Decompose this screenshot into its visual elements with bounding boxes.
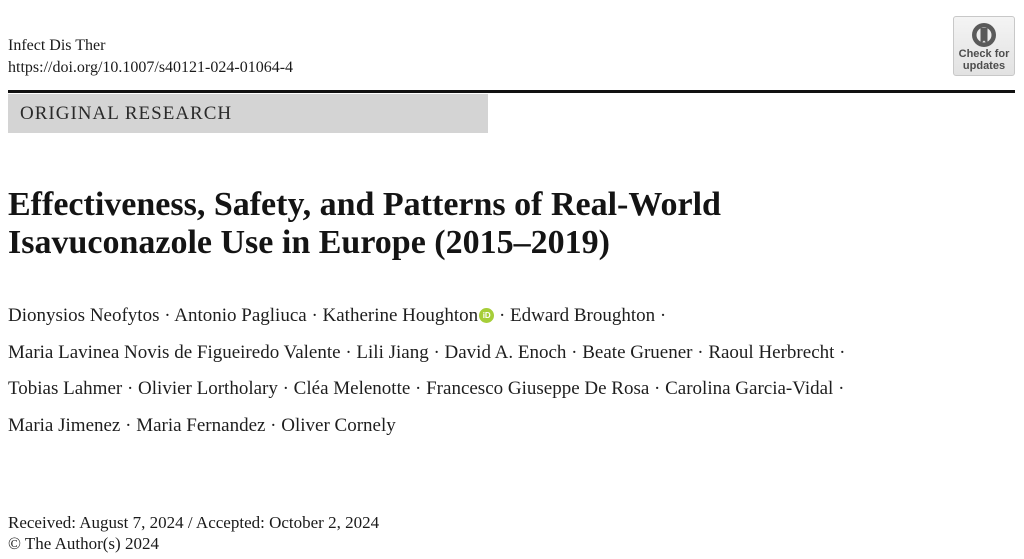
doi-link[interactable]: https://doi.org/10.1007/s40121-024-01064-4 — [8, 59, 294, 76]
journal-name: Infect Dis Ther — [8, 37, 106, 54]
author-line-1a: Dionysios Neofytos · Antonio Pagliuca · Katherine Houghton — [8, 305, 479, 326]
title-line-2: Isavuconazole Use in Europe (2015–2019) — [8, 224, 610, 261]
received-accepted-dates: Received: August 7, 2024 / Accepted: October 2, 2024 — [8, 513, 380, 532]
author-list — [8, 298, 1018, 444]
author-line-1 — [8, 298, 1018, 335]
article-title — [8, 186, 1008, 262]
section-label: ORIGINAL RESEARCH — [20, 103, 233, 124]
author-line-2: Maria Lavinea Novis de Figueiredo Valente · Lili Jiang · David A. Enoch · Beate Gruener · Raoul Herbrecht · — [8, 341, 846, 363]
badge-label-line1: Check for — [958, 48, 1010, 60]
author-line-3: Tobias Lahmer · Olivier Lortholary · Cléa Melenotte · Francesco Giuseppe De Rosa · Carolina Garcia-Vidal · — [8, 378, 845, 399]
badge-label-line2: updates — [962, 60, 1006, 72]
check-for-updates-badge[interactable] — [953, 16, 1015, 76]
author-line-1b: · Edward Broughton · — [494, 305, 667, 326]
title-line-1: Effectiveness, Safety, and Patterns of Real-World — [8, 186, 721, 223]
copyright-notice: © The Author(s) 2024 — [8, 534, 159, 553]
section-band — [8, 94, 488, 133]
bookmark-circle-icon — [971, 22, 997, 48]
orcid-icon[interactable]: iD — [479, 308, 494, 323]
header-rule — [8, 90, 1015, 93]
author-line-4: Maria Jimenez · Maria Fernandez · Oliver Cornely — [8, 414, 396, 436]
